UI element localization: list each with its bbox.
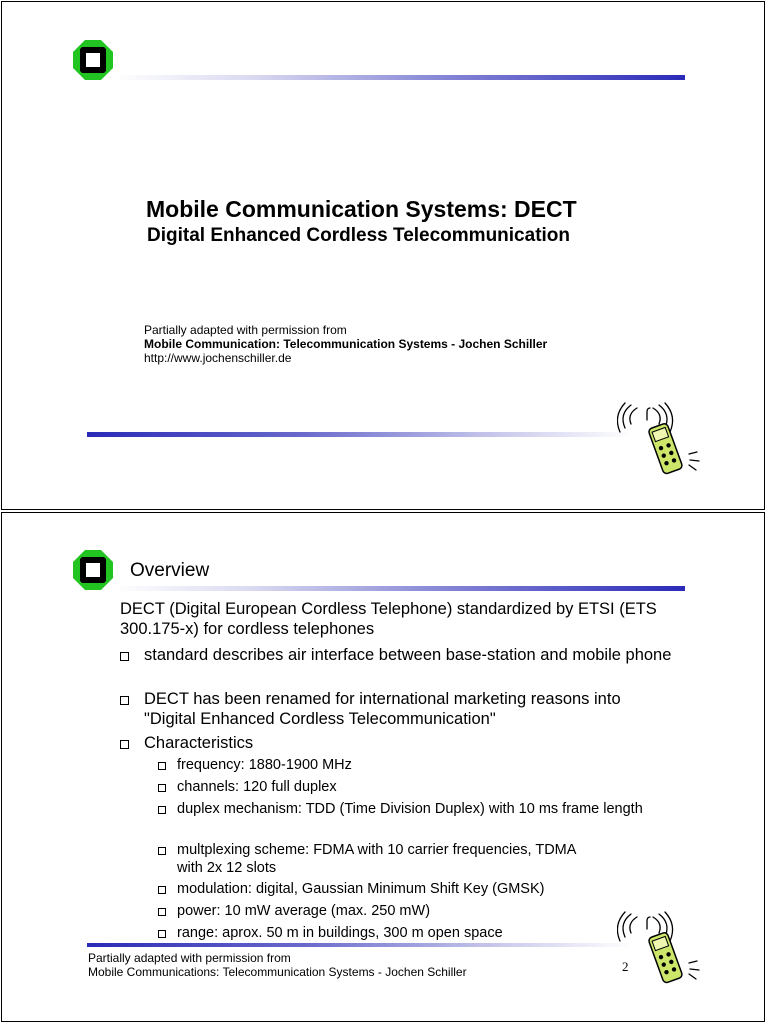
bullet-box-icon	[158, 784, 166, 792]
bullet-box-icon	[120, 740, 129, 749]
credit-url: http://www.jochenschiller.de	[144, 351, 292, 365]
page-number: 2	[622, 959, 629, 974]
slide-title: Overview	[130, 560, 210, 581]
slide-title: Mobile Communication Systems: DECT	[146, 196, 577, 222]
bullet-box-icon	[158, 886, 166, 894]
bottom-divider	[87, 432, 632, 437]
bullet-box-icon	[158, 806, 166, 814]
bullet-box-icon	[158, 847, 166, 855]
university-logo-icon	[73, 550, 113, 590]
title-slide	[1, 1, 765, 510]
footer-line: Partially adapted with permission from	[88, 951, 291, 965]
bullet-box-icon	[158, 908, 166, 916]
credit-source: Mobile Communication: Telecommunication Systems - Jochen Schiller	[144, 337, 548, 351]
footer-source: Mobile Communications: Telecommunication Systems - Jochen Schiller	[88, 965, 467, 979]
bullet-box-icon	[158, 930, 166, 938]
cordless-phone-icon	[617, 402, 702, 480]
credit-line: Partially adapted with permission from	[144, 323, 347, 337]
cordless-phone-icon	[617, 911, 702, 989]
slide-subtitle: Digital Enhanced Cordless Telecommunication	[147, 225, 571, 246]
bottom-divider	[87, 943, 632, 947]
overview-slide: Overview DECT (Digital European Cordless Telephone) standardized by ETSI (ETS 300.175-x) for cordless telephones standard describes air interface between base-station and mobile phone DECT has been renamed for international marketing reasons into "Digital Enhanced Cordless Telecommunication" Characteristics frequency: 1880-1900 MHz channels: 120 full duplex duplex mechanism: TDD (Time Division Duplex) with 10 ms frame length multplexing scheme: FDMA with 10 carrier frequencies, TDMA with 2x 12 slots modulation: digital, Gaussian Minimum Shift Key (GMSK) power: 10 mW average (max. 250 mW) range: aprox. 50 m in buildings, 300 m open space Partially adapted with permission from Mobile Communications: Telecommunication Systems - Jochen Schiller 2	[1, 512, 765, 1022]
top-divider	[114, 586, 685, 591]
bullet-box-icon	[120, 696, 129, 705]
intro-text: DECT (Digital European Cordless Telephone) standardized by ETSI (ETS 300.175-x) for cordless telephones	[120, 600, 657, 638]
bullet-box-icon	[158, 762, 166, 770]
bullet-box-icon	[120, 652, 129, 661]
top-divider	[114, 75, 685, 80]
university-logo-icon	[73, 40, 113, 80]
